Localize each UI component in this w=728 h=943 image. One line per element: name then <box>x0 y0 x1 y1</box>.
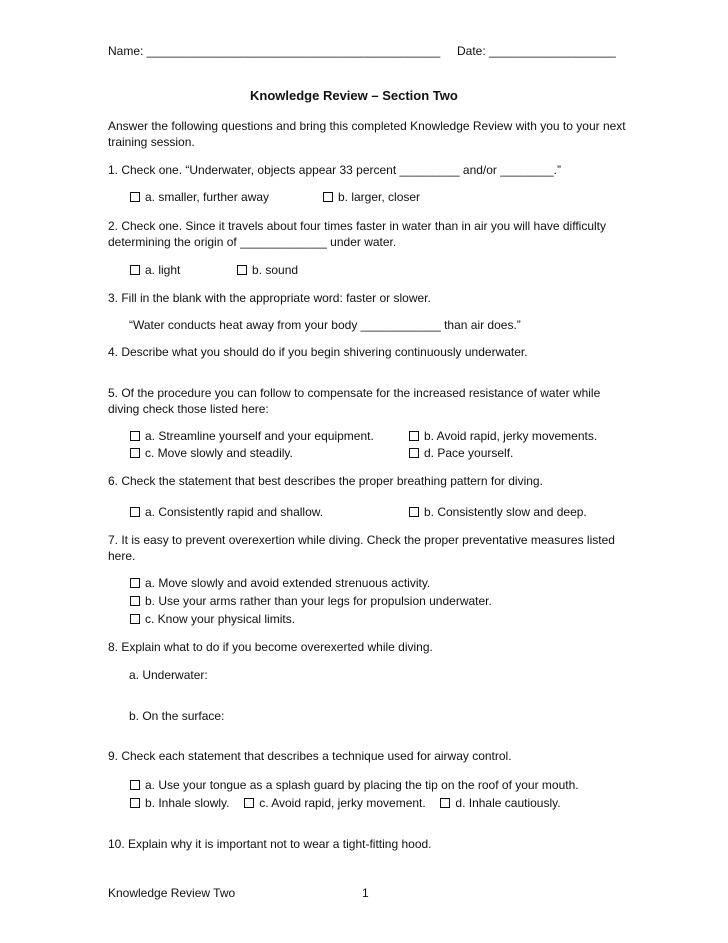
question-5-line-1: 5. Of the procedure you can follow to compensate for the increased resistance of water while <box>108 386 601 400</box>
page-number: 1 <box>362 886 369 900</box>
checkbox[interactable] <box>130 448 140 458</box>
q2-option-a[interactable] <box>130 263 180 277</box>
q9-option-b[interactable] <box>130 796 230 810</box>
checkbox[interactable] <box>237 265 247 275</box>
option-label: b. Consistently slow and deep. <box>424 505 587 519</box>
q9-option-row <box>130 796 561 810</box>
checkbox[interactable] <box>130 192 140 202</box>
checkbox[interactable] <box>130 578 140 588</box>
checkbox[interactable] <box>440 798 450 808</box>
option-label: a. Streamline yourself and your equipment. <box>145 429 374 443</box>
option-label: a. Move slowly and avoid extended strenuous activity. <box>145 576 431 590</box>
question-7-line-2: here. <box>108 549 136 563</box>
q1-option-b[interactable] <box>323 190 420 204</box>
q7-option-a[interactable] <box>130 576 430 590</box>
q7-option-b[interactable] <box>130 594 492 608</box>
option-label: b. Avoid rapid, jerky movements. <box>424 429 598 443</box>
question-6: 6. Check the statement that best describes the proper breathing pattern for diving. <box>108 474 543 488</box>
option-label: a. smaller, further away <box>145 190 270 204</box>
question-5-line-2: diving check those listed here: <box>108 402 269 416</box>
option-label: b. sound <box>252 263 299 277</box>
question-4: 4. Describe what you should do if you begin shivering continuously underwater. <box>108 345 528 359</box>
option-label: b. Use your arms rather than your legs for propulsion underwater. <box>145 594 492 608</box>
q3-quote[interactable]: “Water conducts heat away from your body ____________ than air does.” <box>129 318 521 332</box>
question-3: 3. Fill in the blank with the appropriate word: faster or slower. <box>108 291 431 305</box>
q5-option-d[interactable] <box>409 446 513 460</box>
checkbox[interactable] <box>409 448 419 458</box>
checkbox[interactable] <box>130 265 140 275</box>
option-label: b. larger, closer <box>338 190 421 204</box>
question-9: 9. Check each statement that describes a technique used for airway control. <box>108 749 512 763</box>
question-2-line-1: 2. Check one. Since it travels about four times faster in water than in air you will have difficulty <box>108 219 607 233</box>
option-label: a. Consistently rapid and shallow. <box>145 505 324 519</box>
q6-option-b[interactable] <box>409 505 587 519</box>
q5-option-a[interactable] <box>130 429 374 443</box>
q8-surface[interactable]: b. On the surface: <box>129 709 225 723</box>
checkbox[interactable] <box>130 780 140 790</box>
option-label: a. light <box>145 263 181 277</box>
q6-option-a[interactable] <box>130 505 323 519</box>
q7-option-c[interactable] <box>130 612 295 626</box>
checkbox[interactable] <box>323 192 333 202</box>
instructions-line-1: Answer the following questions and bring this completed Knowledge Review with you to your next <box>108 119 626 133</box>
question-8: 8. Explain what to do if you become overexerted while diving. <box>108 640 433 654</box>
checkbox[interactable] <box>130 798 140 808</box>
checkbox[interactable] <box>130 614 140 624</box>
footer-title: Knowledge Review Two <box>108 886 236 900</box>
q8-underwater[interactable]: a. Underwater: <box>129 668 208 682</box>
checkbox[interactable] <box>409 431 419 441</box>
q9-option-c[interactable] <box>244 796 426 810</box>
option-label: d. Pace yourself. <box>424 446 514 460</box>
option-label: a. Use your tongue as a splash guard by placing the tip on the roof of your mouth. <box>145 778 579 792</box>
name-field[interactable]: Name: ____________________________________________ <box>108 44 441 58</box>
q2-option-b[interactable] <box>237 263 298 277</box>
checkbox[interactable] <box>130 507 140 517</box>
option-label: c. Know your physical limits. <box>145 612 296 626</box>
q9-option-a[interactable] <box>130 778 579 792</box>
page-title: Knowledge Review – Section Two <box>250 88 458 103</box>
checkbox[interactable] <box>244 798 254 808</box>
q5-option-b[interactable] <box>409 429 597 443</box>
option-label: c. Move slowly and steadily. <box>145 446 293 460</box>
question-1: 1. Check one. “Underwater, objects appear 33 percent _________ and/or ________.” <box>108 163 561 177</box>
checkbox[interactable] <box>130 431 140 441</box>
q1-option-a[interactable] <box>130 190 269 204</box>
checkbox[interactable] <box>409 507 419 517</box>
option-label: d. Inhale cautiously. <box>455 796 561 810</box>
date-field[interactable]: Date: ___________________ <box>457 44 616 58</box>
checkbox[interactable] <box>130 596 140 606</box>
q9-option-d[interactable] <box>440 796 560 810</box>
option-label: b. Inhale slowly. <box>145 796 230 810</box>
question-10: 10. Explain why it is important not to wear a tight-fitting hood. <box>108 837 432 851</box>
instructions-line-2: training session. <box>108 135 195 149</box>
question-7-line-1: 7. It is easy to prevent overexertion while diving. Check the proper preventative measures listed <box>108 533 615 547</box>
q5-option-c[interactable] <box>130 446 293 460</box>
question-2-line-2: determining the origin of _____________ under water. <box>108 235 397 249</box>
option-label: c. Avoid rapid, jerky movement. <box>259 796 426 810</box>
